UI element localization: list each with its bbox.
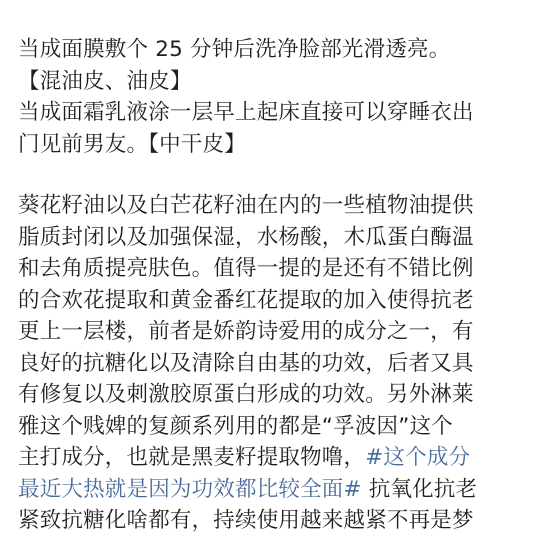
text-line: 【混油皮、油皮】 (18, 68, 192, 94)
paragraph-ingredients (18, 190, 532, 537)
text-line: 和去角质提亮肤色。值得一提的是还有不错比例 (18, 256, 474, 281)
text-line: 葵花籽油以及白芒花籽油在内的一些植物油提供 (18, 193, 474, 218)
text-line-cut: 紧致抗糖化啥都有，持续使用越来越紧不再是梦 (18, 508, 474, 533)
text-line: 当成面霜乳液涂一层早上起床直接可以穿睡衣出 (18, 100, 474, 125)
text-line: 门见前男友。【中干皮】 (18, 131, 246, 157)
paragraph-usage (18, 34, 532, 160)
text-segment: 抗氧化抗老 (361, 476, 478, 502)
text-line: 更上一层楼，前者是娇韵诗爱用的成分之一，有 (18, 319, 474, 344)
text-segment: 主打成分，也就是黑麦籽提取物噜， (18, 445, 366, 470)
text-line (18, 474, 532, 506)
text-line: 有修复以及刺激胶原蛋白形成的功效。另外淋莱 (18, 382, 474, 407)
hashtag-link[interactable]: #这个成分 (365, 445, 471, 470)
text-line: 当成面膜敷个 25 分钟后洗净脸部光滑透亮。 (18, 37, 451, 62)
text-line: 脂质封闭以及加强保湿，水杨酸，木瓜蛋白酶温 (18, 224, 474, 250)
hashtag-link[interactable]: 最近大热就是因为功效都比较全面# (18, 476, 362, 502)
text-line: 良好的抗糖化以及清除自由基的功效，后者又具 (18, 350, 474, 376)
text-line: 雅这个贱婢的复颜系列用的都是“孚波因”这个 (18, 413, 453, 439)
text-line (18, 442, 532, 474)
text-line: 的合欢花提取和黄金番红花提取的加入使得抗老 (18, 287, 474, 313)
